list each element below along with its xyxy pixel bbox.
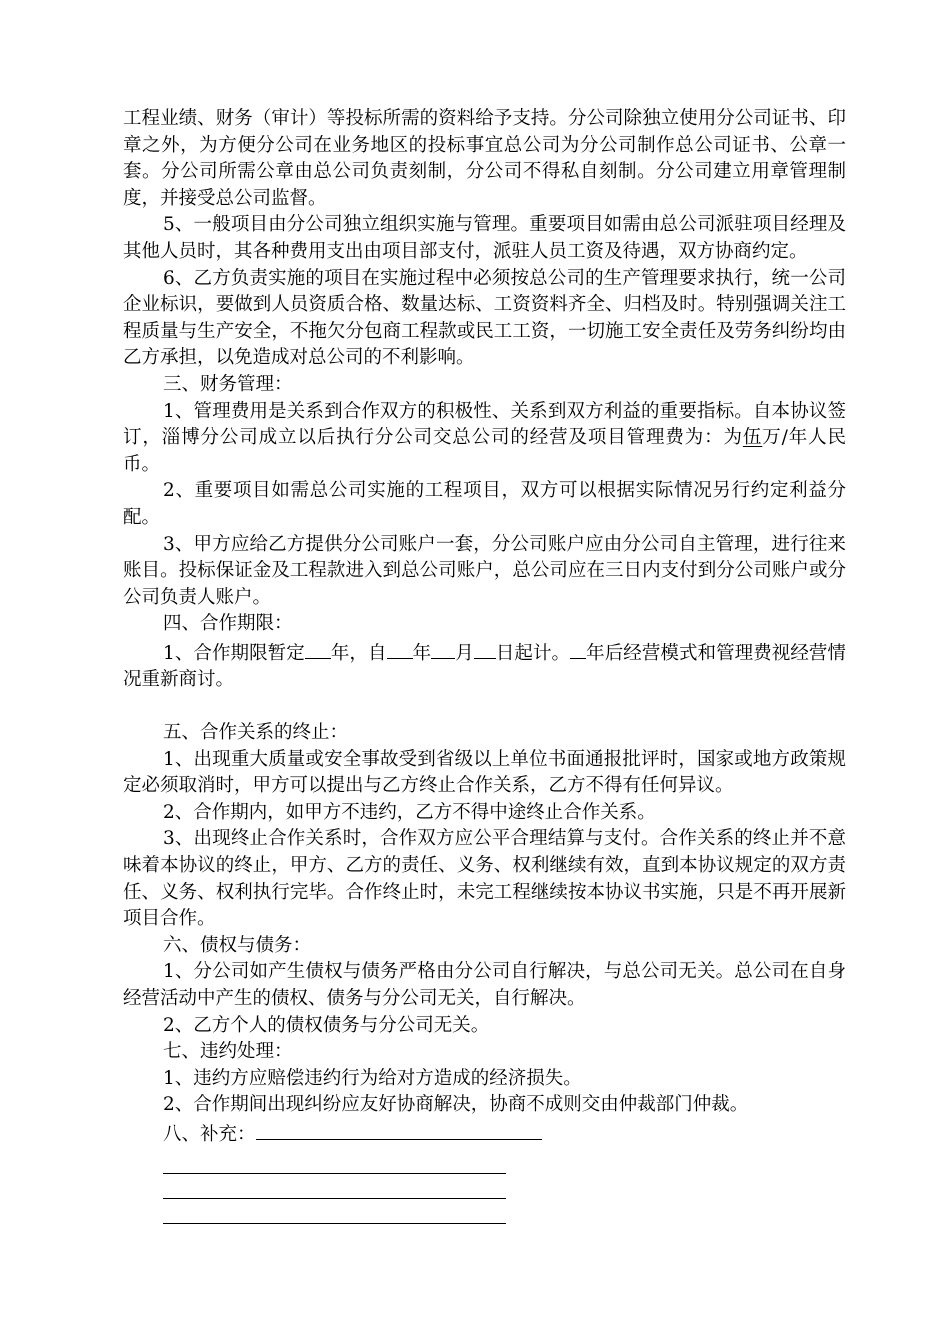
supplement-line-2 [163, 1174, 506, 1199]
paragraph-finance-3: 3、甲方应给乙方提供分公司账户一套，分公司账户应由分公司自主管理，进行往来账目。投标保证金及工程款进入到总公司账户，总公司应在三日内支付到分公司账户或分公司负责人账户。 [123, 533, 846, 608]
paragraph-debts-1: 1、分公司如产生债权与债务严格由分公司自行解决，与总公司无关。总公司在自身经营活动中产生的债权、债务与分公司无关，自行解决。 [123, 961, 846, 1009]
term-text-f: 年后经营模式和管理费视经营情况重新商讨。 [123, 642, 846, 691]
review-years-blank [570, 638, 586, 659]
supplement-line-3 [163, 1199, 506, 1224]
term-text-d: 月 [455, 642, 474, 664]
management-fee-amount: 伍 [742, 427, 763, 449]
supplement-blank-line [256, 1119, 542, 1140]
paragraph-debts-2: 2、乙方个人的债权债务与分公司无关。 [163, 1014, 490, 1036]
start-year-blank [387, 638, 413, 659]
blank-line [123, 694, 846, 720]
section-heading-supplement [123, 1119, 846, 1149]
term-text-e: 日起计。 [495, 642, 571, 664]
paragraph-finance-1 [123, 399, 846, 479]
section-heading-term: 四、合作期限： [163, 613, 293, 635]
paragraph-item-6: 6、乙方负责实施的项目在实施过程中必须按总公司的生产管理要求执行，统一公司企业标识，要做到人员资质合格、数量达标、工资资料齐全、归档及时。特别强调关注工程质量与生产安全，不拖欠分包商工程款或民工工资，一切施工安全责任及劳务纠纷均由乙方承担，以免造成对总公司的不利影响。 [123, 267, 846, 369]
paragraph-item-5: 5、一般项目由分公司独立组织实施与管理。重要项目如需由总公司派驻项目经理及其他人员时，其各种费用支出由项目部支付，派驻人员工资及待遇，双方协商约定。 [123, 214, 846, 262]
start-month-blank [431, 638, 455, 659]
paragraph-termination-3: 3、出现终止合作关系时，合作双方应公平合理结算与支付。合作关系的终止并不意味着本协议的终止，甲方、乙方的责任、义务、权利继续有效，直到本协议规定的双方责任、义务、权利执行完毕。合作终止时，未完工程继续按本协议书实施，只是不再开展新项目合作。 [123, 828, 846, 930]
paragraph-termination-1: 1、出现重大质量或安全事故受到省级以上单位书面通报批评时，国家或地方政策规定必须取消时，甲方可以提出与乙方终止合作关系，乙方不得有任何异议。 [123, 748, 846, 797]
paragraph-support: 工程业绩、财务（审计）等投标所需的资料给予支持。分公司除独立使用分公司证书、印章之外，为方便分公司在业务地区的投标事宜总公司为分公司制作总公司证书、公章一套。分公司所需公章由总公司负责刻制，分公司不得私自刻制。分公司建立用章管理制度，并接受总公司监督。 [123, 108, 846, 209]
term-text-c: 年 [412, 642, 432, 664]
section-heading-finance: 三、财务管理： [163, 373, 293, 395]
section-heading-debts: 六、债权与债务： [163, 934, 312, 956]
finance-1-text: 1、管理费用是关系到合作双方的积极性、关系到双方利益的重要指标。自本协议签订，淄博分公司成立以后执行分公司交总公司的经营及项目管理费为：为 [123, 400, 846, 449]
term-text-b: 年，自 [330, 642, 387, 664]
paragraph-finance-2: 2、重要项目如需总公司实施的工程项目，双方可以根据实际情况另行约定利益分配。 [123, 480, 846, 528]
supplement-label: 八、补充： [163, 1123, 256, 1145]
start-day-blank [474, 638, 496, 659]
paragraph-term-1 [123, 638, 846, 694]
supplement-line-1 [163, 1149, 506, 1174]
finance-1-unit: 万/年人民币。 [123, 427, 846, 475]
term-years-blank [305, 638, 331, 659]
paragraph-breach-1: 1、违约方应赔偿违约行为给对方造成的经济损失。 [163, 1067, 582, 1089]
section-heading-termination: 五、合作关系的终止： [163, 722, 349, 744]
section-heading-breach: 七、违约处理： [163, 1041, 293, 1063]
paragraph-breach-2: 2、合作期间出现纠纷应友好协商解决，协商不成则交由仲裁部门仲裁。 [163, 1094, 749, 1116]
term-text-a: 1、合作期限暂定 [163, 642, 305, 664]
paragraph-termination-2: 2、合作期内，如甲方不违约，乙方不得中途终止合作关系。 [163, 801, 656, 823]
